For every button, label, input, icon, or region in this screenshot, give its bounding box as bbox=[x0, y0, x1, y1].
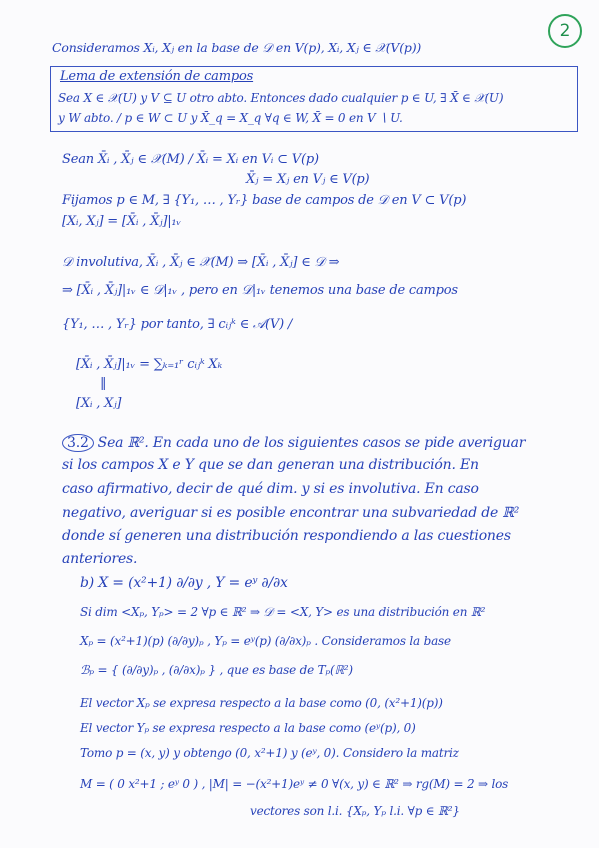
lemma-title: Lema de extensión de campos bbox=[60, 69, 254, 84]
page-number: 2 bbox=[559, 21, 571, 41]
exercise-statement-1: Sea ℝ². En cada uno de los siguientes casos se pide averiguar bbox=[97, 435, 526, 451]
line-involutiva: 𝒟 involutiva, X̄ᵢ , X̄ⱼ ∈ 𝒳(M) ⇒ [X̄ᵢ , X̄ⱼ] ∈ 𝒟 ⇒ bbox=[62, 255, 340, 270]
line-sean-2: X̄ⱼ = Xⱼ en Vⱼ ∈ V(p) bbox=[246, 172, 370, 187]
line-base: ℬₚ = { (∂/∂y)ₚ , (∂/∂x)ₚ } , que es base de Tₚ(ℝ²) bbox=[80, 663, 353, 677]
line-vector-x: El vector Xₚ se expresa respecto a la base como (0, (x²+1)(p)) bbox=[80, 696, 443, 710]
exercise-statement-6: anteriores. bbox=[62, 551, 138, 567]
line-si-dim: Si dim <Xₚ, Yₚ> = 2 ∀p ∈ ℝ² ⇒ 𝒟 = <X, Y> es una distribución en ℝ² bbox=[80, 605, 486, 619]
line-pero: ⇒ [X̄ᵢ , X̄ⱼ]|₁ᵥ ∈ 𝒟|₁ᵥ , pero en 𝒟|₁ᵥ tenemos una base de campos bbox=[62, 283, 458, 298]
line-matrix: M = ( 0 x²+1 ; eʸ 0 ) , |M| = −(x²+1)eʸ ≠ 0 ∀(x, y) ∈ ℝ² ⇒ rg(M) = 2 ⇒ los bbox=[80, 777, 509, 791]
line-exercise bbox=[62, 434, 525, 452]
line-por-tanto: {Y₁, … , Yᵣ} por tanto, ∃ cᵢⱼᵏ ∈ 𝒜(V) / bbox=[62, 317, 293, 332]
page-number-circle bbox=[548, 14, 582, 48]
lemma-line-2: y W abto. / p ∈ W ⊂ U y X̄_q = X_q ∀q ∈ W, X̄ = 0 en V ∖ U. bbox=[58, 111, 403, 125]
line-conclusion: vectores son l.i. {Xₚ, Yₚ l.i. ∀p ∈ ℝ²} bbox=[250, 804, 460, 818]
line-sum: [X̄ᵢ , X̄ⱼ]|₁ᵥ = ∑ₖ₌₁ʳ cᵢⱼᵏ Xₖ bbox=[76, 357, 223, 372]
exercise-statement-3: caso afirmativo, decir de qué dim. y si es involutiva. En caso bbox=[62, 481, 479, 497]
line-tomo: Tomo p = (x, y) y obtengo (0, x²+1) y (eʸ, 0). Considero la matriz bbox=[80, 746, 459, 760]
exercise-number: 3.2 bbox=[62, 434, 94, 452]
line-fields: b) X = (x²+1) ∂/∂y , Y = eʸ ∂/∂x bbox=[80, 575, 288, 591]
exercise-statement-5: donde sí generen una distribución respondiendo a las cuestiones bbox=[62, 528, 511, 544]
line-xp-yp: Xₚ = (x²+1)(p) (∂/∂y)ₚ , Yₚ = eʸ(p) (∂/∂x)ₚ . Consideramos la base bbox=[80, 634, 451, 648]
line-intro: Consideramos Xᵢ, Xⱼ en la base de 𝒟 en V(p), Xᵢ, Xⱼ ∈ 𝒳(V(p)) bbox=[52, 40, 422, 55]
line-equals-mark: ‖ bbox=[100, 376, 107, 391]
line-sean: Sean X̄ᵢ , X̄ⱼ ∈ 𝒳(M) / X̄ᵢ = Xᵢ en Vᵢ ⊂ V(p) bbox=[62, 152, 319, 167]
line-bracket: [Xᵢ, Xⱼ] = [X̄ᵢ , X̄ⱼ]|₁ᵥ bbox=[62, 214, 182, 229]
line-vector-y: El vector Yₚ se expresa respecto a la base como (eʸ(p), 0) bbox=[80, 721, 416, 735]
line-fijamos: Fijamos p ∈ M, ∃ {Y₁, … , Yᵣ} base de campos de 𝒟 en V ⊂ V(p) bbox=[62, 193, 467, 208]
exercise-statement-4: negativo, averiguar si es posible encontrar una subvariedad de ℝ² bbox=[62, 505, 520, 521]
lemma-line-1: Sea X ∈ 𝒳(U) y V ⊆ U otro abto. Entonces dado cualquier p ∈ U, ∃ X̄ ∈ 𝒳(U) bbox=[58, 91, 504, 105]
line-result: [Xᵢ , Xⱼ] bbox=[76, 396, 122, 411]
exercise-statement-2: si los campos X e Y que se dan generan una distribución. En bbox=[62, 457, 479, 473]
